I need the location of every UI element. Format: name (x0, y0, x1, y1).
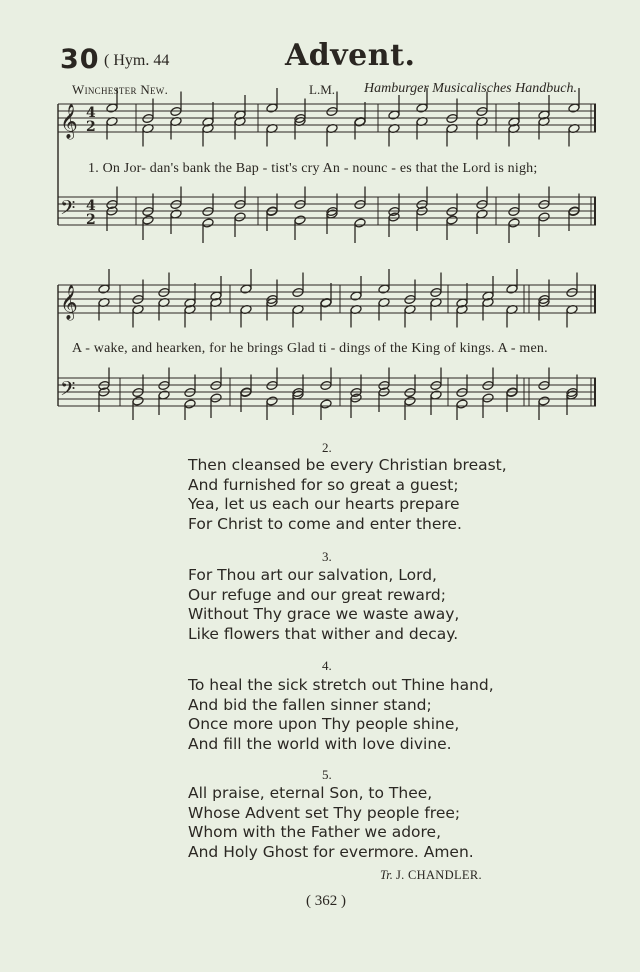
verse-line: And bid the fallen sinner stand; (188, 695, 432, 714)
section-title: Advent. (285, 38, 416, 73)
verse-line: Whom with the Father we adore, (188, 823, 442, 841)
treble-clef-icon: 𝄞 (60, 104, 78, 139)
treble-clef-icon: 𝄞 (60, 285, 78, 320)
verse-number: 2. (322, 440, 332, 455)
time-signature-top: 4 (86, 105, 96, 121)
translator-name: J. CHANDLER. (396, 868, 482, 882)
note-head (482, 393, 494, 403)
hymnal-reference: ( Hym. 44 (104, 52, 170, 69)
note-head (446, 215, 458, 225)
translator-credit (380, 868, 482, 883)
verse-line: All praise, eternal Son, to Thee, (188, 784, 433, 802)
note-head (538, 396, 550, 406)
time-signature-bottom: 2 (86, 212, 96, 228)
bass-clef-icon: 𝄢 (60, 196, 76, 224)
verse-line: And fill the world with love divine. (188, 734, 452, 753)
tune-name: Winchester New. (72, 82, 169, 97)
tune-source: Hamburger Musicalisches Handbuch. (364, 81, 577, 96)
note-head (132, 396, 144, 406)
note-head (354, 218, 366, 228)
time-signature-top: 4 (86, 198, 96, 214)
verse-5 (188, 784, 474, 862)
note-head (202, 218, 214, 228)
verse-line: And Holy Ghost for evermore. Amen. (188, 842, 474, 861)
verse-line: Our refuge and our great reward; (188, 585, 446, 604)
verse-line: For Thou art our salvation, Lord, (188, 566, 437, 584)
note-head (184, 399, 196, 409)
note-head (320, 399, 332, 409)
verse-line: Yea, let us each our hearts prepare (188, 495, 460, 513)
verse-line: Once more upon Thy people shine, (188, 715, 460, 733)
verse-number: 5. (322, 767, 332, 782)
verse-line: Without Thy grace we waste away, (188, 605, 460, 623)
note-head (294, 215, 306, 225)
bass-clef-icon: 𝄢 (60, 377, 76, 405)
time-signature-bottom: 2 (86, 119, 96, 135)
meter: L.M. (309, 82, 335, 97)
lyrics-line-1: 1. On Jor- dan's bank the Bap - tist's cry An - nounc - es that the Lord is nigh; (88, 161, 538, 176)
note-head (266, 396, 278, 406)
verse-line: Whose Advent set Thy people free; (188, 803, 461, 822)
note-heads (98, 88, 580, 420)
verse-2 (188, 456, 507, 534)
hymn-number: 30 (60, 44, 100, 75)
note-head (508, 218, 520, 228)
page-number: ( 362 ) (306, 893, 346, 909)
lyrics-line-2: A - wake, and hearken, for he brings Glad ti - dings of the King of kings. A - men. (72, 341, 548, 356)
note-head (404, 396, 416, 406)
translator-prefix: Tr. (380, 868, 393, 882)
verse-line: For Christ to come and enter there. (188, 514, 462, 533)
note-head (210, 393, 222, 403)
verse-4 (188, 676, 494, 754)
verse-line: And furnished for so great a guest; (188, 475, 459, 494)
note-head (456, 399, 468, 409)
verse-line: Like flowers that wither and decay. (188, 624, 459, 643)
verse-line: To heal the sick stretch out Thine hand, (188, 676, 494, 694)
music-score (0, 0, 640, 420)
note-head (234, 212, 246, 222)
note-head (538, 212, 550, 222)
verse-number: 3. (322, 549, 332, 564)
note-head (142, 215, 154, 225)
verse-line: Then cleansed be every Christian breast, (188, 456, 507, 474)
verse-number: 4. (322, 658, 332, 673)
verse-3 (188, 566, 459, 644)
